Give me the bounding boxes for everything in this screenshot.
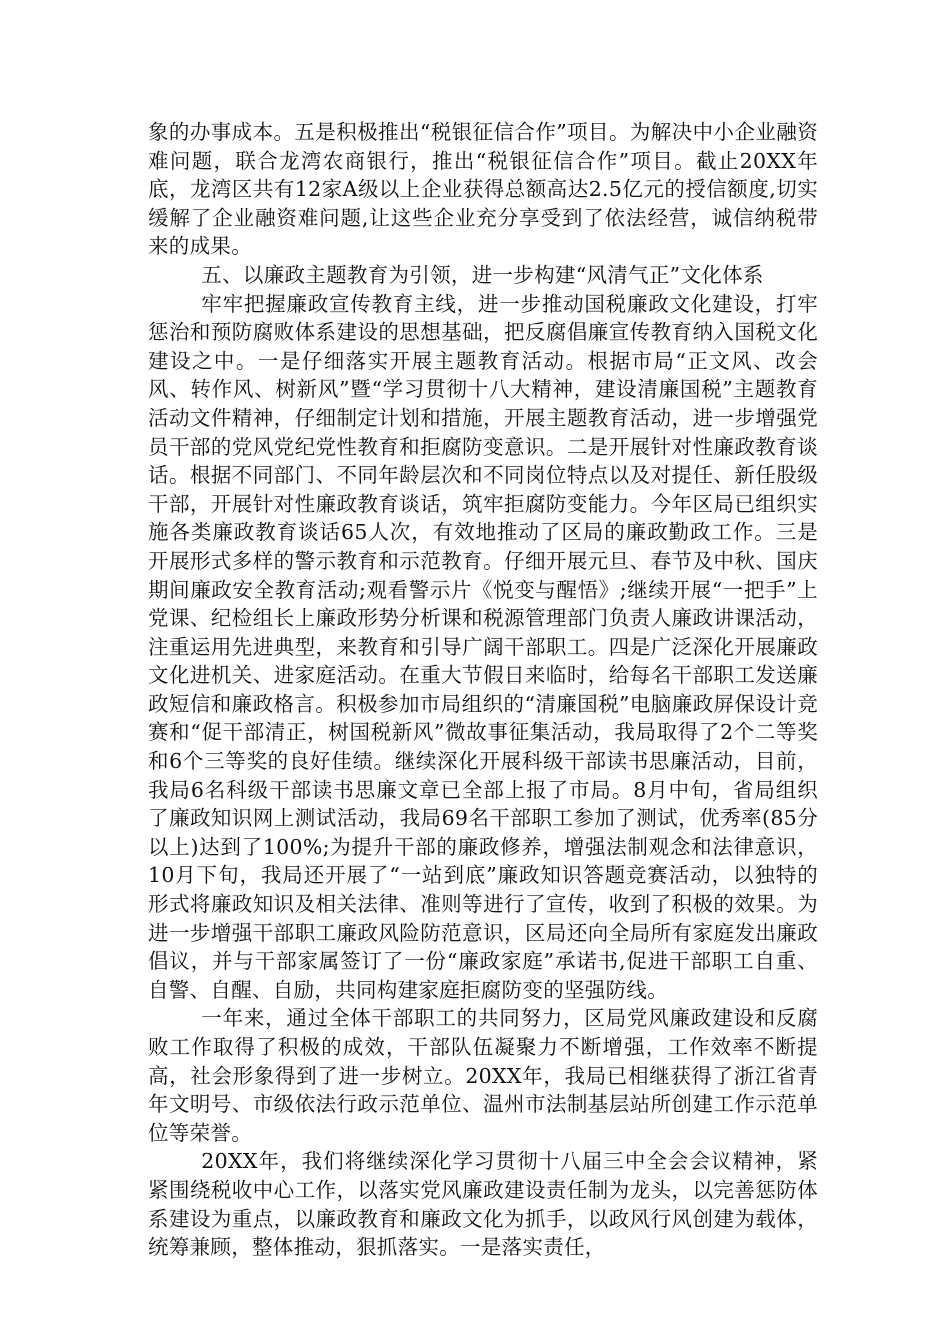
paragraph-integrity-education-details: 牢牢把握廉政宣传教育主线，进一步推动国税廉政文化建设，打牢惩治和预防腐败体系建设的思想基础，把反腐倡廉宣传教育纳入国税文化建设之中。一是仔细落实开展主题教育活动。根据市局“正文风、改会风、转作风、树新风”暨“学习贯彻十八大精神，建设清廉国税”主题教育活动文件精神，仔细制定计划和措施，开展主题教育活动，进一步增强党员干部的党风党纪党性教育和拒腐防变意识。二是开展针对性廉政教育谈话。根据不同部门、不同年龄层次和不同岗位特点以及对提任、新任股级干部，开展针对性廉政教育谈话，筑牢拒腐防变能力。今年区局已组织实施各类廉政教育谈话65人次，有效地推动了区局的廉政勤政工作。三是开展形式多样的警示教育和示范教育。仔细开展元旦、春节及中秋、国庆期间廉政安全教育活动;观看警示片《悦变与醒悟》;继续开展“一把手”上党课、纪检组长上廉政形势分析课和税源管理部门负责人廉政讲课活动，注重运用先进典型，来教育和引导广阔干部职工。四是广泛深化开展廉政文化进机关、进家庭活动。在重大节假日来临时，给每名干部职工发送廉政短信和廉政格言。积极参加市局组织的“清廉国税”电脑廉政屏保设计竞赛和“促干部清正，树国税新风”微故事征集活动，我局取得了2个二等奖和6个三等奖的良好佳绩。继续深化开展科级干部读书思廉活动，目前，我局6名科级干部读书思廉文章已全部上报了市局。8月中旬，省局组织了廉政知识网上测试活动，我局69名干部职工参加了测试，优秀率(85分以上)达到了100%;为提升干部的廉政修养，增强法制观念和法律意识，10月下旬，我局还开展了“一站到底”廉政知识答题竞赛活动，以独特的形式将廉政知识及相关法律、准则等进行了宣传，收到了积极的效果。为进一步增强干部职工廉政风险防范意识，区局还向全局所有家庭发出廉政倡议，并与干部家属签订了一份“廉政家庭”承诺书,促进干部职工自重、自警、自醒、自励，共同构建家庭拒腐防变的坚强防线。 [148, 291, 818, 1002]
paragraph-tax-bank-credit: 象的办事成本。五是积极推出“税银征信合作”项目。为解决中小企业融资难问题，联合龙湾农商银行，推出“税银征信合作”项目。截止20XX年底，龙湾区共有12家A级以上企业获得总额高达2.5亿元的授信额度,切实缓解了企业融资难问题,让这些企业充分享受到了依法经营，诚信纳税带来的成果。 [148, 120, 818, 259]
section-heading-integrity-education: 五、以廉政主题教育为引领，进一步构建“风清气正”文化体系 [201, 262, 764, 287]
document-body [148, 118, 818, 1262]
paragraph-annual-results: 一年来，通过全体干部职工的共同努力，区局党风廉政建设和反腐败工作取得了积极的成效，干部队伍凝聚力不断增强，工作效率不断提高，社会形象得到了进一步树立。20XX年，我局已相继获得了浙江省青年文明号、市级依法行政示范单位、温州市法制基层站所创建工作示范单位等荣誉。 [148, 1006, 818, 1145]
paragraph-next-year-plan: 20XX年，我们将继续深化学习贯彻十八届三中全会会议精神，紧紧围绕税收中心工作，以落实党风廉政建设责任制为龙头，以完善惩防体系建设为重点，以廉政教育和廉政文化为抓手，以政风行风创建为载体，统筹兼顾，整体推动，狠抓落实。一是落实责任， [148, 1149, 818, 1260]
